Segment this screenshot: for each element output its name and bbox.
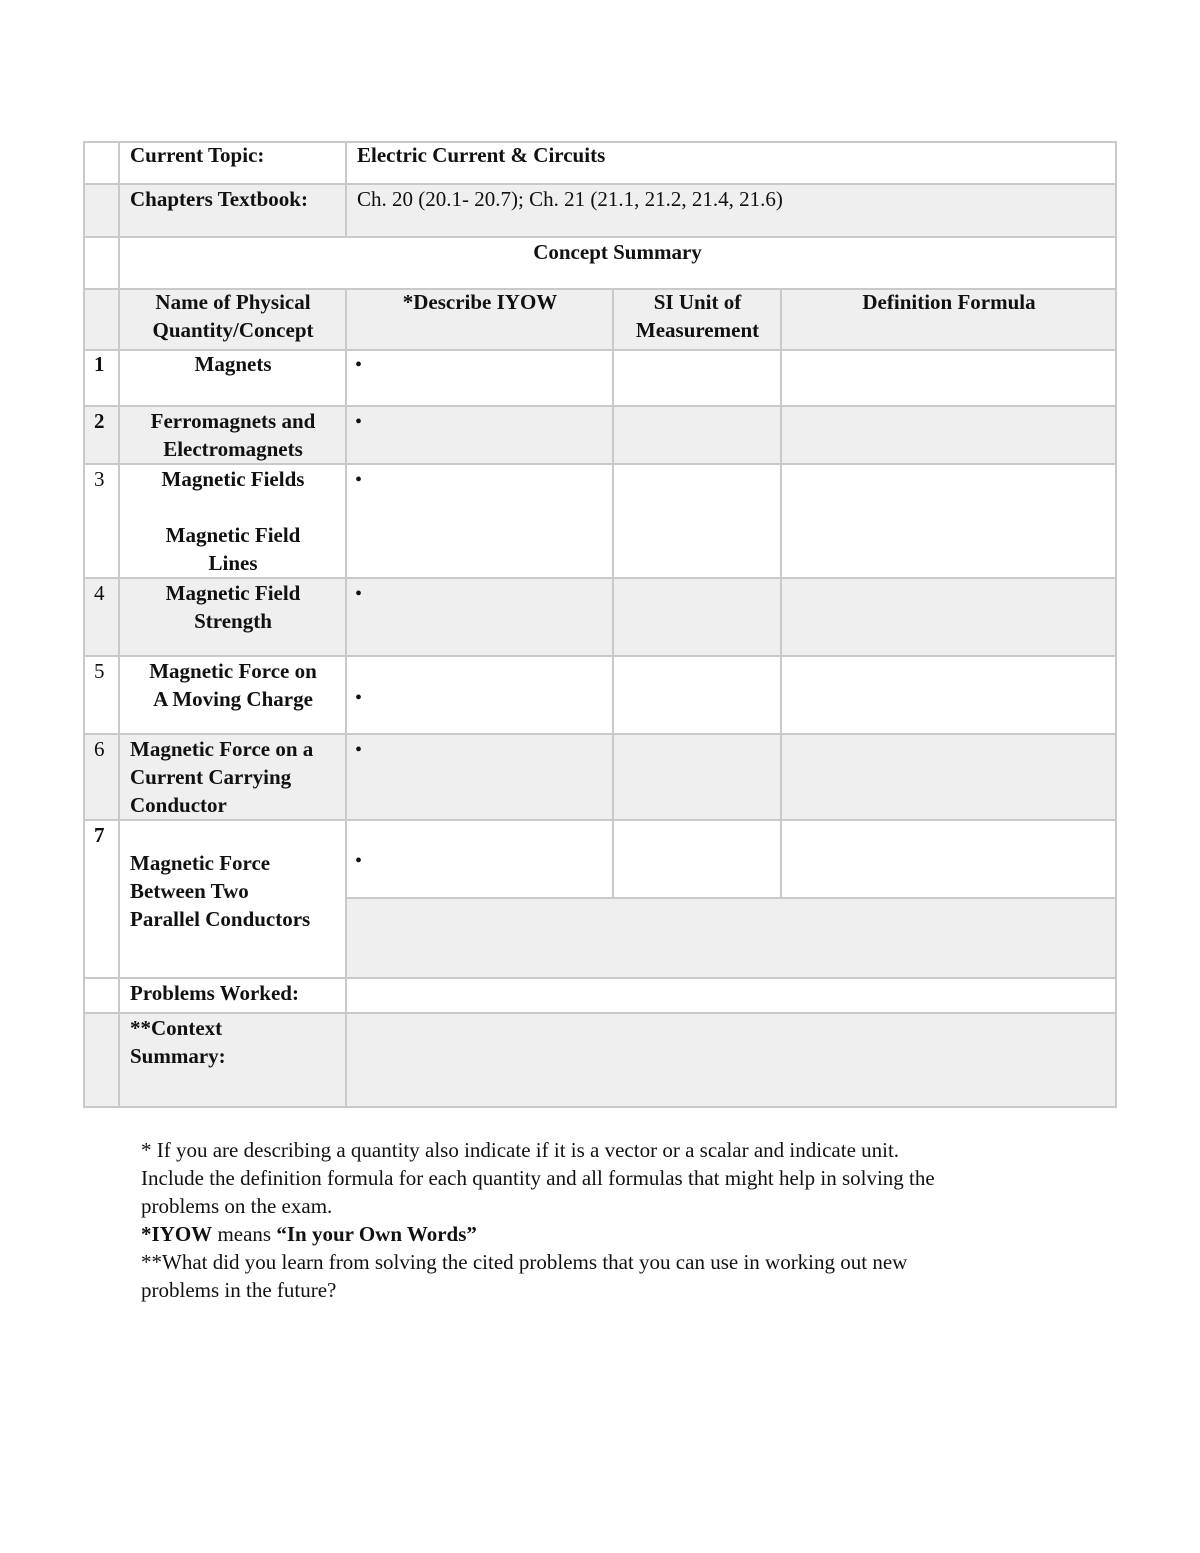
footnote-line: Include the definition formula for each quantity and all formulas that might help in solving the [141, 1166, 935, 1190]
row-shade-context [84, 1013, 1116, 1107]
concept-name-line: A Moving Charge [153, 687, 313, 711]
context-summary-label [130, 1014, 226, 1070]
iyow-definition: “In your Own Words” [276, 1222, 477, 1246]
concept-name-line: Magnetic Fields [161, 467, 305, 491]
topic-value: Electric Current & Circuits [357, 143, 606, 167]
describe-bullet: • [355, 354, 363, 376]
grid-line [83, 1012, 1117, 1014]
concept-name-line: Magnetic Field [165, 581, 301, 605]
concept-name-line: Current Carrying [130, 765, 292, 789]
concept-name-line: Strength [194, 609, 272, 633]
footnote-line: * If you are describing a quantity also indicate if it is a vector or a scalar and indicate unit. [141, 1138, 900, 1162]
footnote-line: problems in the future? [141, 1278, 337, 1302]
grid-line [780, 288, 782, 899]
concept-name-line: Ferromagnets and [150, 409, 316, 433]
row-number: 6 [94, 737, 105, 761]
concept-name-line: Electromagnets [163, 437, 303, 461]
concept-summary-title: Concept Summary [533, 240, 702, 264]
row-number: 7 [94, 823, 105, 847]
grid-line [345, 141, 347, 237]
column-header-name-line: Quantity/Concept [152, 318, 314, 342]
column-header-name [120, 288, 346, 344]
column-header-describe: *Describe IYOW [402, 290, 558, 314]
concept-name-line: Lines [208, 551, 258, 575]
grid-line [346, 897, 1117, 899]
iyow-term: *IYOW [141, 1222, 213, 1246]
grid-line [83, 141, 85, 1108]
topic-label: Current Topic: [130, 143, 265, 167]
footnote-line: **What did you learn from solving the cited problems that you can use in working out new [141, 1250, 908, 1274]
row-shade-7-lower [346, 898, 1116, 978]
describe-bullet: • [355, 850, 363, 872]
grid-line [83, 1106, 1117, 1108]
footnote-line: problems on the exam. [141, 1194, 333, 1218]
describe-bullet: • [355, 411, 363, 433]
concept-name-line: Magnetic Force on a [130, 737, 314, 761]
concept-name [120, 350, 346, 378]
concept-name-line: Magnetic Field [165, 523, 301, 547]
column-header-formula: Definition Formula [862, 290, 1036, 314]
row-number: 3 [94, 467, 105, 491]
row-number: 5 [94, 659, 105, 683]
concept-name-line: Conductor [130, 793, 227, 817]
concept-name [120, 407, 346, 463]
column-header-si-line: SI Unit of [653, 290, 742, 314]
row-number: 1 [94, 352, 105, 376]
concept-name [120, 657, 346, 713]
concept-name-line: Magnets [194, 352, 272, 376]
footnote-iyow [141, 1220, 1041, 1248]
concept-name [120, 579, 346, 635]
concept-name-spacer [120, 493, 346, 521]
describe-bullet: • [355, 687, 363, 709]
concept-name-line: Magnetic Force on [149, 659, 317, 683]
column-header-name-line: Name of Physical [155, 290, 311, 314]
problems-worked-label: Problems Worked: [130, 981, 299, 1005]
chapters-label: Chapters Textbook: [130, 187, 308, 211]
grid-line [1115, 141, 1117, 1108]
describe-bullet: • [355, 583, 363, 605]
concept-name-line: Between Two [130, 879, 249, 903]
concept-name-line: Magnetic Force [130, 851, 271, 875]
concept-name [130, 849, 345, 933]
column-header-si-line: Measurement [635, 318, 760, 342]
concept-name [120, 465, 346, 577]
concept-name-line: Parallel Conductors [130, 907, 311, 931]
context-summary-line: Summary: [130, 1044, 226, 1068]
grid-line [612, 288, 614, 899]
describe-bullet: • [355, 739, 363, 761]
row-number: 4 [94, 581, 105, 605]
iyow-means: means [212, 1222, 277, 1246]
context-summary-line: **Context [130, 1016, 223, 1040]
grid-line [83, 819, 1117, 821]
column-header-si-unit [614, 288, 781, 344]
describe-bullet: • [355, 469, 363, 491]
concept-name [130, 735, 345, 819]
chapters-value: Ch. 20 (20.1- 20.7); Ch. 21 (21.1, 21.2, 21.4, 21.6) [357, 187, 783, 211]
row-number: 2 [94, 409, 105, 433]
footnotes [141, 1136, 1041, 1304]
